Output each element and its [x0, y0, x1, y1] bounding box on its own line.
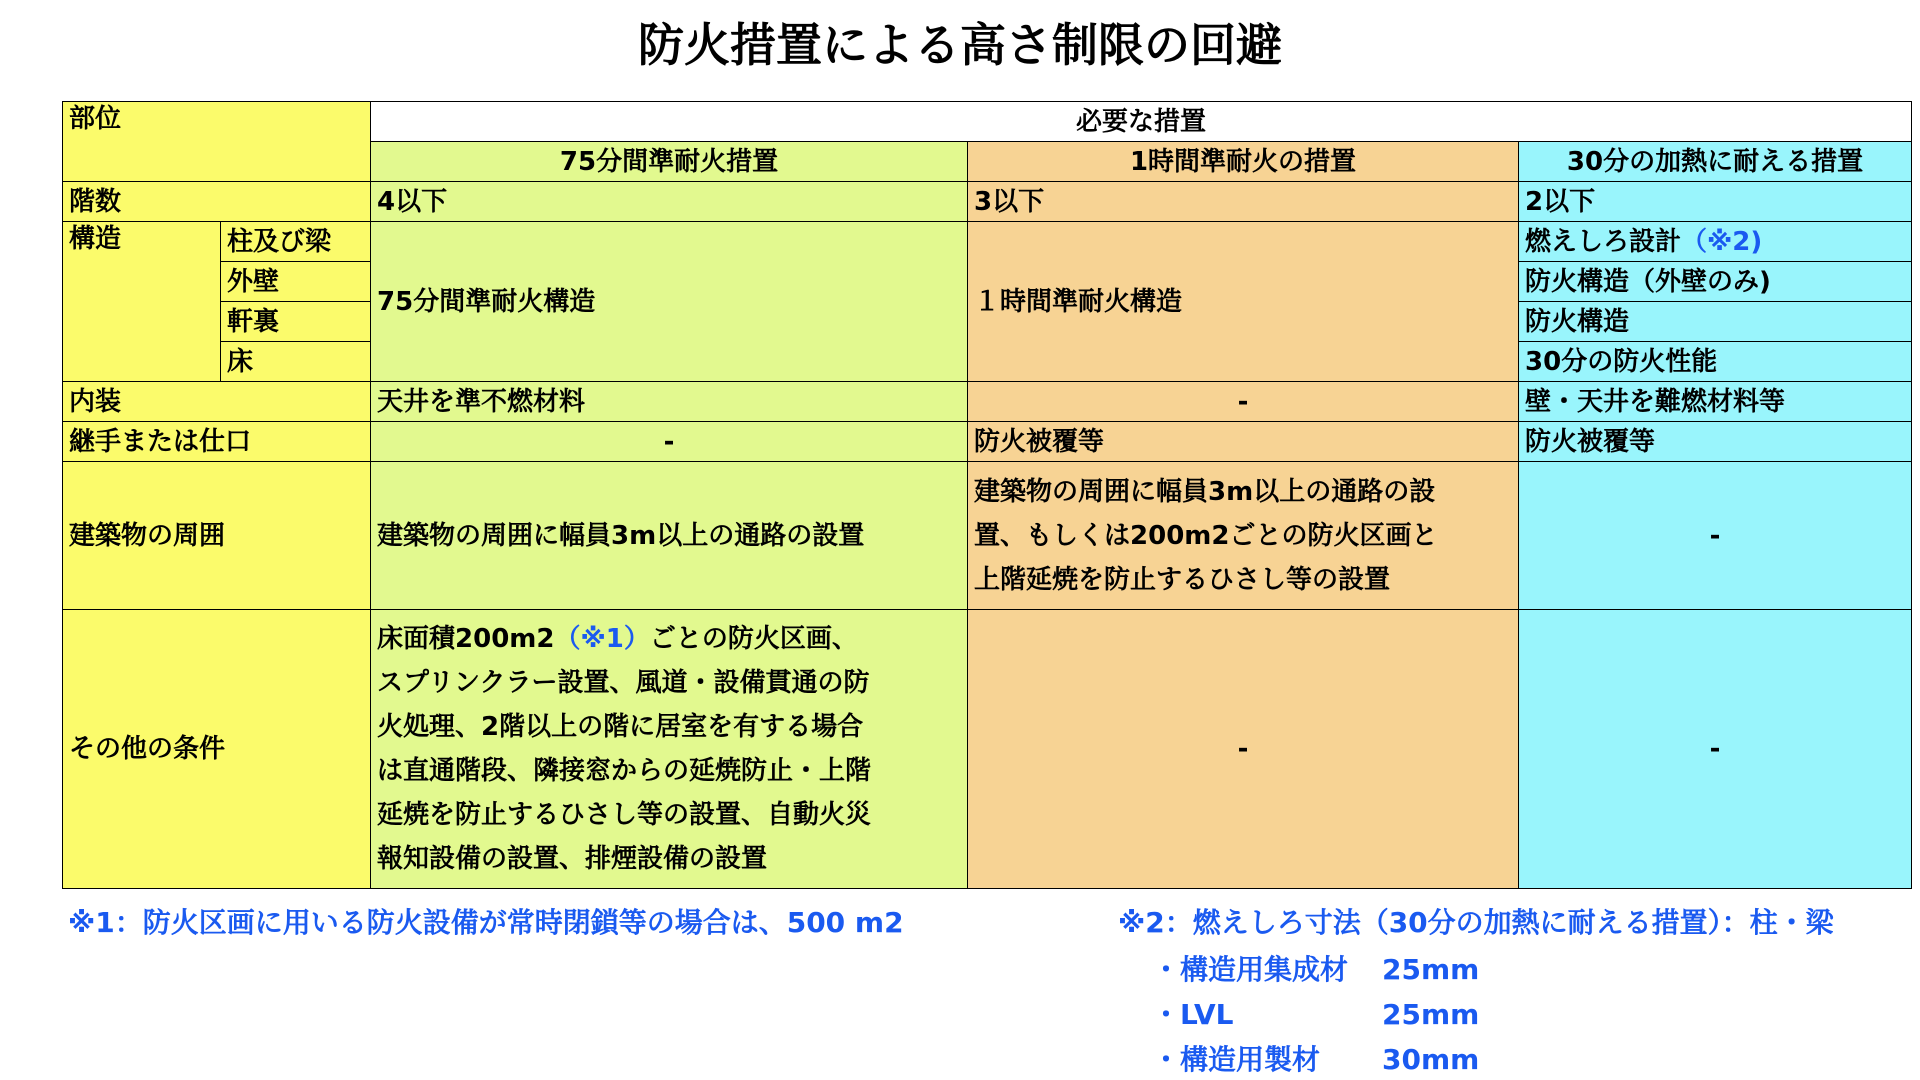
- other-1h: -: [968, 610, 1519, 889]
- footnote-2-item: [1152, 1043, 1480, 1077]
- other-75: [371, 610, 968, 889]
- other-75-line: [377, 617, 961, 661]
- surrounding-75: 建築物の周囲に幅員3m以上の通路の設置: [371, 462, 968, 610]
- structure-30-eaves: 防火構造: [1519, 302, 1912, 342]
- footnote-2-item-label: ・構造用製材: [1152, 1043, 1321, 1076]
- footnote-1: ※1：防火区画に用いる防火設備が常時閉鎖等の場合は、500 m2: [68, 906, 904, 939]
- structure-1h: １時間準耐火構造: [968, 222, 1519, 382]
- header-measure-1h: 1時間準耐火の措置: [968, 142, 1519, 182]
- header-measure-30: 30分の加熱に耐える措置: [1519, 142, 1912, 182]
- fire-measures-table: [62, 101, 1912, 889]
- header-part: 部位: [63, 102, 371, 182]
- structure-part-column-beam: 柱及び梁: [221, 222, 371, 262]
- footnote-2-item: [1152, 953, 1480, 987]
- footnote-2: ※2：燃えしろ寸法（30分の加熱に耐える措置）：柱・梁: [1118, 906, 1834, 939]
- footnote-2-item-value: 30mm: [1382, 1043, 1480, 1076]
- surrounding-30: -: [1519, 462, 1912, 610]
- interior-30: 壁・天井を難燃材料等: [1519, 382, 1912, 422]
- surrounding-1h-line: 置、もしくは200m2ごとの防火区画と: [974, 520, 1438, 551]
- structure-part-eaves: 軒裏: [221, 302, 371, 342]
- other-75-area: 床面積200m2: [377, 624, 555, 654]
- footnote-2-item-value: 25mm: [1382, 953, 1480, 986]
- joint-30: 防火被覆等: [1519, 422, 1912, 462]
- floors-75: 4以下: [371, 182, 968, 222]
- structure-30-column-beam: [1519, 222, 1912, 262]
- other-75-note-ref: （※1）: [554, 624, 650, 654]
- row-label-other: その他の条件: [63, 610, 371, 889]
- row-label-floors: 階数: [63, 182, 371, 222]
- row-label-surrounding: 建築物の周囲: [63, 462, 371, 610]
- interior-1h: -: [968, 382, 1519, 422]
- joint-1h: 防火被覆等: [968, 422, 1519, 462]
- surrounding-1h: [968, 462, 1519, 610]
- floors-30: 2以下: [1519, 182, 1912, 222]
- floors-1h: 3以下: [968, 182, 1519, 222]
- structure-30-column-beam-text: 燃えしろ設計: [1525, 226, 1682, 257]
- structure-30-outer-wall: 防火構造（外壁のみ): [1519, 262, 1912, 302]
- header-group: 必要な措置: [371, 102, 1912, 142]
- footnote-2-item-label: ・構造用集成材: [1152, 953, 1349, 986]
- surrounding-1h-line: 上階延焼を防止するひさし等の設置: [974, 564, 1391, 595]
- header-measure-75: 75分間準耐火措置: [371, 142, 968, 182]
- row-label-structure: 構造: [63, 222, 221, 382]
- joint-75: -: [371, 422, 968, 462]
- interior-75: 天井を準不燃材料: [371, 382, 968, 422]
- structure-30-note-ref: （※2): [1681, 226, 1763, 257]
- other-75-line: 延焼を防止するひさし等の設置、自動火災: [377, 800, 872, 830]
- other-75-line: 火処理、2階以上の階に居室を有する場合: [377, 712, 864, 742]
- other-30: -: [1519, 610, 1912, 889]
- footnote-2-item-value: 25mm: [1382, 998, 1480, 1031]
- other-75-line: は直通階段、隣接窓からの延焼防止・上階: [377, 756, 872, 786]
- surrounding-1h-line: 建築物の周囲に幅員3m以上の通路の設: [974, 476, 1436, 507]
- row-label-joint: 継手または仕口: [63, 422, 371, 462]
- structure-75: 75分間準耐火構造: [371, 222, 968, 382]
- other-75-line: スプリンクラー設置、風道・設備貫通の防: [377, 668, 870, 698]
- footnote-2-item-label: ・LVL: [1152, 998, 1234, 1031]
- page-title: 防火措置による高さ制限の回避: [638, 18, 1282, 72]
- row-label-interior: 内装: [63, 382, 371, 422]
- structure-part-floor: 床: [221, 342, 371, 382]
- structure-30-floor: 30分の防火性能: [1519, 342, 1912, 382]
- structure-part-outer-wall: 外壁: [221, 262, 371, 302]
- footnote-2-item: [1152, 998, 1480, 1032]
- other-75-line: 報知設備の設置、排煙設備の設置: [377, 844, 768, 874]
- other-75-area-rest: ごとの防火区画、: [649, 624, 858, 654]
